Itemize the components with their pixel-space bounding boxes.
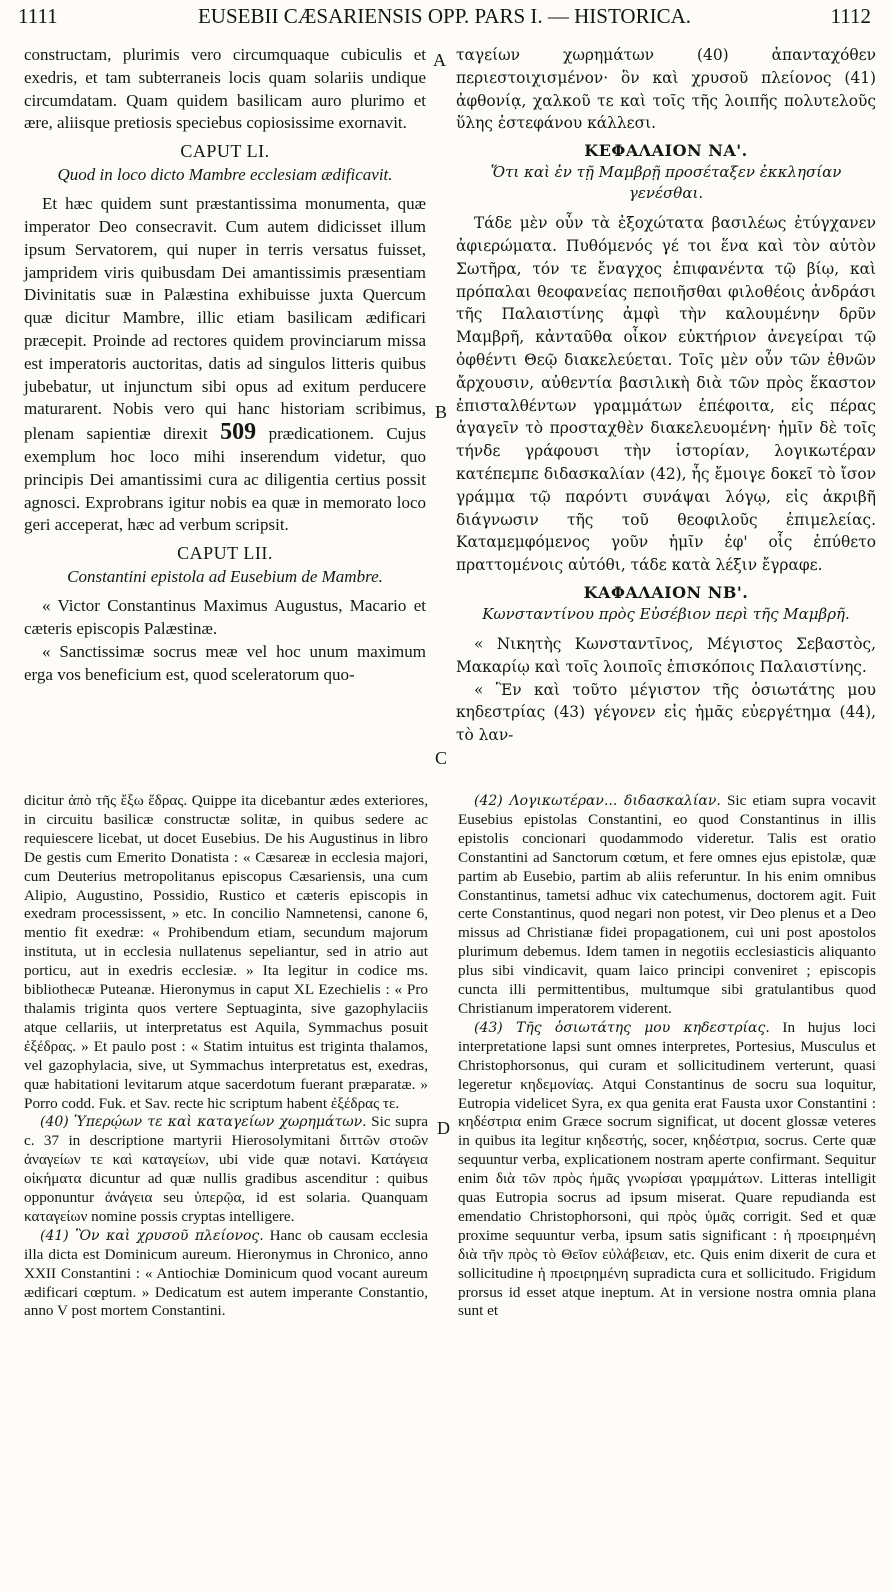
greek-chapter-51-subtitle: Ὅτι καὶ ἐν τῇ Μαμβρῇ προσέταξεν ἐκκλησίαν γενέσθαι. bbox=[490, 163, 842, 203]
note-40 bbox=[24, 1113, 428, 1226]
latin-paragraph-1a: Et hæc quidem sunt præstantissima monumenta, quæ imperator Deo consecravit. Cum autem didicisset illum ipsum Servatorem, qui nuper in terris versatus fuisset, jampridem viris quibusdam Dei amantissimis præsentiam Divinitatis suæ in Palæstina exhibuisse juxta Quercum quæ dicitur Mambre, illic etiam basilicam ædificari præcepit. Proinde ad rectores quidem provinciarum missa est imperatoris auctoritas, datis ad singulos litteris quibus jubebatur, ut injunctum sibi opus ad exitum perducere maturarent. Nobis vero qui hanc historiam scribimus, plenam sapientiæ direxit bbox=[24, 194, 426, 444]
note-40-lemma: (40) Ὑπερῴων τε καὶ καταγείων χωρημάτων. bbox=[40, 1114, 367, 1131]
margin-letter-c: C bbox=[435, 748, 448, 768]
column-number: 509 bbox=[220, 419, 257, 446]
running-header bbox=[18, 4, 871, 34]
note-41 bbox=[24, 1227, 428, 1322]
latin-paragraph-3: « Sanctissimæ socrus meæ vel hoc unum maximum erga vos beneficium est, quod sceleratorum quo- bbox=[24, 641, 426, 684]
greek-paragraph-0: ταγείων χωρημάτων (40) ἀπανταχόθεν περιεστοιχισμένον· ὃν καὶ χρυσοῦ πλείονος (41) ἀφθονίᾳ, χαλκοῦ τε καὶ τοῖς τῆς λοιπῆς πολυτελοῦς ὕλης ἐστεφάνου κάλλεσι. bbox=[456, 46, 876, 133]
running-title: EUSEBII CÆSARIENSIS OPP. PARS I. — HISTORICA. bbox=[197, 4, 692, 28]
greek-paragraph-1: Τάδε μὲν οὖν τὰ ἐξοχώτατα βασιλέως ἐτύγχανεν ἀφιερώματα. Πυθόμενός γέ τοι ἕνα καὶ τὸν αὐτὸν Σωτῆρα, τόν τε ἔναγχος ἐπιφανέντα τῷ βίῳ, καὶ πρόπαλαι θεοφανείας πεποιῆσθαι φιλοθέοις ἀνδράσι τῆς Παλαιστίνης ἀμφὶ τὴν καλουμένην δρῦν Μαμβρῆ, κἀνταῦθα οἶκον εὐκτήριον ἀνεγείραι τῷ ὀφθέντι Θεῷ διακελεύεται. Τοῖς μὲν οὖν τῶν ἐθνῶν ἄρχουσιν, αὐθεντία βασιλικὴ διὰ τῶν πρὸς ἕκαστον ἐπισταλθέντων γραμμάτων ἐπέφοιτα, εἰς πέρας ἀγαγεῖν τὸ προσταχθὲν διακελευομένη· ἡμῖν δὲ τοῖς τήνδε γράφουσι τὴν ἱστορίαν, λογικωτέραν κατέπεμπε διδασκαλίαν (42), ἧς ἔμοιγε δοκεῖ τὸ ἴσον γράμμα τῷ παρόντι συνάψαι λόγῳ, εἰς ἀκριβῆ διάγνωσιν τῆς τοῦ θεοφιλοῦς ἐπιμελείας. Καταμεμφόμενος γοῦν ἡμῖν ἐφ' οἷς ἐπύθετο πραττομένοις αὐτόθι, τάδε κατὰ λέξιν ἔγραφε. bbox=[456, 214, 876, 575]
latin-chapter-52-heading: CAPUT LII. bbox=[177, 543, 273, 564]
notes-right-column bbox=[458, 792, 876, 1321]
latin-paragraph-2: « Victor Constantinus Maximus Augustus, Macario et cæteris episcopis Palæstinæ. bbox=[24, 596, 426, 638]
notes-left-column bbox=[24, 792, 428, 1321]
note-43-lemma: (43) Τῆς ὁσιωτάτης μου κηδεστρίας. bbox=[474, 1019, 770, 1036]
note-42-lemma: (42) Λογικωτέραν... διδασκαλίαν. bbox=[474, 793, 721, 809]
note-42 bbox=[458, 792, 876, 1019]
latin-paragraph-0: constructam, plurimis vero circumquaque cubiculis et exedris, et tam subterraneis locis quam solariis undique circumdatam. Quam quidem basilicam auro plurimo et ære, aliisque pretiosis speciebus copiosissime exornavit. bbox=[24, 45, 426, 133]
note-43 bbox=[458, 1019, 876, 1322]
margin-letter-d: D bbox=[437, 1118, 450, 1138]
latin-chapter-51-heading: CAPUT LI. bbox=[180, 141, 270, 162]
latin-paragraph-1 bbox=[24, 193, 426, 537]
note-40-text: Sic supra c. 37 in descriptione martyrii Hierosolymitani διττῶν στοῶν ἀναγείων τε καὶ καταγείων, ubi vide quæ notavi. Κατάγεια οἰκήματα dicuntur ad quæ nullis gradibus ascenditur : quibus opponuntur ἀνάγεια seu ὑπερῷα, id est solaria. Quanquam καταγείων nomine possis cryptas intelligere. bbox=[24, 1113, 428, 1225]
margin-letter-b: B bbox=[435, 402, 448, 422]
latin-chapter-52-subtitle: Constantini epistola ad Eusebium de Mambre. bbox=[67, 567, 383, 587]
latin-column bbox=[24, 44, 426, 686]
greek-chapter-51-heading: ΚΕΦΑΛΑΙΟΝ ΝΑ'. bbox=[584, 141, 748, 161]
latin-chapter-51-subtitle: Quod in loco dicto Mambre ecclesiam ædificavit. bbox=[57, 165, 393, 185]
greek-paragraph-3: « Ἓν καὶ τοῦτο μέγιστον τῆς ὁσιωτάτης μου κηδεστρίας (43) γέγονεν εἰς ἡμᾶς εὐεργέτημα (44), τὸ λαν- bbox=[456, 680, 876, 745]
greek-column bbox=[456, 44, 876, 747]
greek-chapter-52-subtitle: Κωνσταντίνου πρὸς Εὐσέβιον περὶ τῆς Μαμβρῆ. bbox=[482, 604, 850, 623]
greek-paragraph-2: « Νικητὴς Κωνσταντῖνος, Μέγιστος Σεβαστὸς, Μακαρίῳ καὶ τοῖς λοιποῖς ἐπισκόποις Παλαιστίνης. bbox=[456, 634, 876, 676]
note-41-text: Hanc ob causam ecclesia illa dicta est Dominicum aureum. Hieronymus in Chronico, anno XXII Constantini : « Antiochiæ Dominicum quod vocant aureum ædificari cœptum. » Dedicatum est autem imperante Constantio, anno V post mortem Constantini. bbox=[24, 1226, 429, 1320]
note-43-text: In hujus loci interpretatione lapsi sunt omnes interpretes, Portesius, Musculus et Christophorsonus, qui curam et sollicitudinem verterunt, quasi legeretur κηδεμονίας. Atqui Constantinus de socru sua loquitur, Eutropia videlicet Syra, ex qua genita erat Fausta uxor Constantini : κηδέστρια enim Græce socrum significat, ut docent glossæ veteres in quibus ita legitur κηδεστής, socer, κηδέστρια, socrus. Certe quæ sequuntur verba, explicationem nostram aperte confirmant. Sequitur enim διὰ τῶν πρὸς ἡμᾶς γνωρίσαι γραμμάτων. Litteras intelligit quas Eutropia socrus ad ipsum miserat. Quare repudianda est emendatio Christophorsoni, qui πρὸς ὑμᾶς corrigit. Sed et quæ proxime sequuntur verba, ipsum satis significant : ἡ προειρημένη διὰ τῆν πρὸς τὸ Θεῖον εὐλάβειαν, etc. Quis enim dixerit de cura et sollicitudine ἡ προειρημένη supradicta cura et sollicitudo. Frigidum prorsus id esset atque ineptum. At in versione nostra omnia plana sunt et bbox=[458, 1018, 877, 1320]
greek-chapter-52-heading: ΚΑΦΑΛΑΙΟΝ ΝΒ'. bbox=[583, 582, 749, 602]
page-number-left: 1111 bbox=[18, 4, 58, 28]
margin-letter-a: A bbox=[433, 50, 446, 70]
latin-paragraph-1b: prædicationem. Cujus exemplum hoc loco mihi inserendum videtur, quo principis Dei amantissimi cura ac diligentia certius possit agnosci. Exprobrans igitur nobis ea quæ in memorato loco geri acceperat, hæc ad verbum scripsit. bbox=[24, 424, 426, 535]
page-number-right: 1112 bbox=[830, 4, 871, 28]
note-41-lemma: (41) Ὃν καὶ χρυσοῦ πλείονος. bbox=[40, 1227, 264, 1244]
note-42-text: Sic etiam supra vocavit Eusebius epistolas Constantini, eo quod Constantinus in illis epistolis concionari quodammodo videretur. Talis est oratio Constantini ad Sanctorum cœtum, et fere omnes ejus epistolæ, quæ partim ab Eusebio, partim ab aliis referuntur. In his enim omnibus Constantinus, tametsi adhuc vix catechumenus, doctorem agit. Fuit certe Constantinus, quod negari non potest, vir Deo plenus et a Deo missus ad Christianæ fidei propagationem, cui uni post apostolos plurimum debemus. Idem tamen in negotiis ecclesiasticis aliquanto plus sibi vindicavit, quam laico principi conveniret ; episcopis cuncta illi permittentibus, multumque sibi gratulantibus quod Christianum imperatorem viderent. bbox=[458, 792, 876, 1017]
note-continuation: dicitur ἀπὸ τῆς ἔξω ἕδρας. Quippe ita dicebantur ædes exteriores, in circuitu basilicæ constructæ solitæ, in quibus sedere ac requiescere licebat, ut docet Eusebius. De his Augustinus in libro De gestis cum Emerito Donatista : « Cæsareæ in ecclesia majori, cum Deuterius metropolitanus episcopus Cæsariensis, una cum Alipio, Augustino, Possidio, Rustico et cæteris episcopis in exedram processissent, » etc. In concilio Namnetensi, canone 6, mentio fit exedræ: « Prohibendum etiam, secundum majorum instituta, ut in ecclesia nullatenus sepeliantur, sed in atrio aut porticu, aut in exedris ecclesiæ. » Ita legitur in codice ms. bibliothecæ Puteanæ. Hieronymus in caput XL Ezechielis : « Pro thalamis triginta quos vertere Septuaginta, sive gazophylaciis atque cellariis, ut interpretatus est Aquila, Symmachus posuit ἐξέδρας. » Et paulo post : « Statim intuitus est triginta thalamos, vel gazophylacia, sive, ut Symmachus interpretatus est, exedras, quæ habitationi levitarum atque sacerdotum fuerant præparatæ. » Porro codd. Fuk. et Sav. recte hic scriptum habent ἐξέδρας τε. bbox=[24, 792, 428, 1112]
